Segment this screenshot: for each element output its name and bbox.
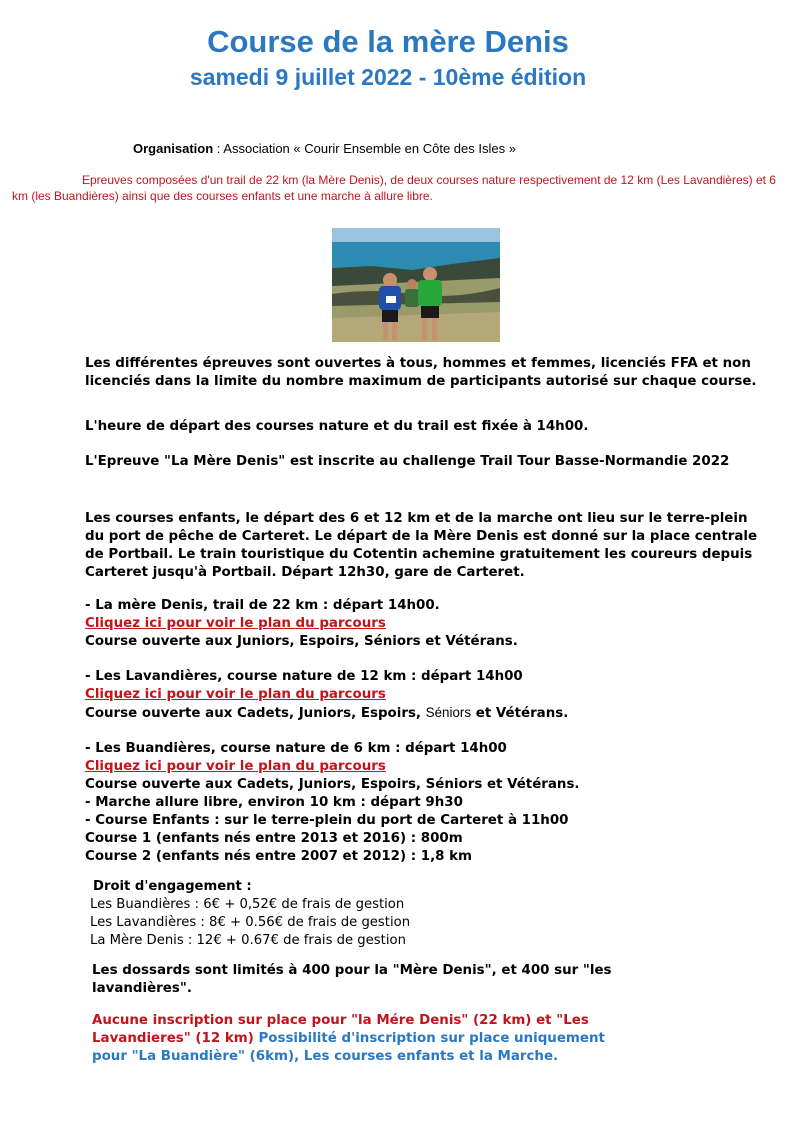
logistics-line: du port de pêche de Carteret. Le départ de la Mère Denis est donné sur la place centrale [85,529,758,544]
inscription-notice [92,1012,772,1066]
runners-photo-illustration [332,228,500,342]
course-title: - Les Buandières, course nature de 6 km : départ 14h00 [85,741,507,756]
inscription-line: pour "La Buandière" (6km), Les courses enfants et la Marche. [92,1049,559,1064]
fee-item: Les Buandières : 6€ + 0,52€ de frais de gestion [90,897,405,912]
logistics-line: Les courses enfants, le départ des 6 et 12 km et de la marche ont lieu sur le terre-plein [85,511,748,526]
challenge-text: L'Epreuve "La Mère Denis" est inscrite au challenge Trail Tour Basse-Normandie 2022 [85,454,730,469]
course-eligibility: Course ouverte aux Juniors, Espoirs, Séniors et Vétérans. [85,634,518,649]
fee-item: Les Lavandières : 8€ + 0.56€ de frais de gestion [90,915,411,930]
organisation-line [133,141,516,156]
course-eligibility [85,704,765,723]
page-subtitle: samedi 9 juillet 2022 - 10ème édition [189,64,587,90]
course-mere-denis [85,597,765,651]
eligibility-part: et Vétérans. [471,706,569,721]
organisation-text: : Association « Courir Ensemble en Côte des Isles » [213,141,516,156]
logistics-line: de Portbail. Le train touristique du Cotentin achemine gratuitement les coureurs depuis [85,547,753,562]
course-map-link[interactable]: Cliquez ici pour voir le plan du parcours [85,687,386,702]
course-map-link[interactable]: Cliquez ici pour voir le plan du parcours [85,759,386,774]
eligibility-part: Course ouverte aux Cadets, Juniors, Espoirs, [85,706,426,721]
marche-line: - Marche allure libre, environ 10 km : départ 9h30 [85,795,463,810]
intro-paragraph [85,355,765,391]
dossards-line: lavandières". [92,981,192,996]
inscription-blue-part: Possibilité d'inscription sur place uniquement [253,1031,605,1046]
inscription-red-part: Lavandieres" (12 km) [92,1031,254,1046]
dossards-notice [92,962,772,998]
course-map-link[interactable]: Cliquez ici pour voir le plan du parcours [85,616,386,631]
epreuves-intro: Epreuves composées d'un trail de 22 km (la Mère Denis), de deux courses nature respectivement de 12 km (Les Lavandières) et 6 km (les Buandières) ainsi que des courses enfants et une marche à allure libre. [12,173,776,203]
fees-section [90,878,410,950]
logistics-line: Carteret jusqu'à Portbail. Départ 12h30, gare de Carteret. [85,565,525,580]
kids-race-line: - Course Enfants : sur le terre-plein du port de Carteret à 11h00 [85,813,569,828]
organisation-label: Organisation [133,141,214,156]
course-title: - La mère Denis, trail de 22 km : départ 14h00. [85,598,440,613]
eligibility-part: Séniors [425,705,472,720]
intro-line: Les différentes épreuves sont ouvertes à tous, hommes et femmes, licenciés FFA et non [85,356,751,371]
kids-course-2: Course 2 (enfants nés entre 2007 et 2012) : 1,8 km [85,849,473,864]
course-title: - Les Lavandières, course nature de 12 km : départ 14h00 [85,669,523,684]
intro-line: licenciés dans la limite du nombre maximum de participants autorisé sur chaque course. [85,374,757,389]
logistics-paragraph [85,510,765,582]
start-time-text: L'heure de départ des courses nature et du trail est fixée à 14h00. [85,419,589,434]
fees-title: Droit d'engagement : [93,879,252,894]
fee-item: La Mère Denis : 12€ + 0.67€ de frais de gestion [90,933,406,948]
course-buandieres [85,740,765,866]
page-title: Course de la mère Denis [207,24,569,59]
kids-course-1: Course 1 (enfants nés entre 2013 et 2016) : 800m [85,831,463,846]
course-lavandieres [85,668,765,723]
course-eligibility: Course ouverte aux Cadets, Juniors, Espoirs, Séniors et Vétérans. [85,777,580,792]
dossards-line: Les dossards sont limités à 400 pour la "Mère Denis", et 400 sur "les [92,963,612,978]
inscription-line: Aucune inscription sur place pour "la Mére Denis" (22 km) et "Les [92,1013,589,1028]
inscription-line [92,1030,772,1048]
runners-photo [332,228,500,342]
